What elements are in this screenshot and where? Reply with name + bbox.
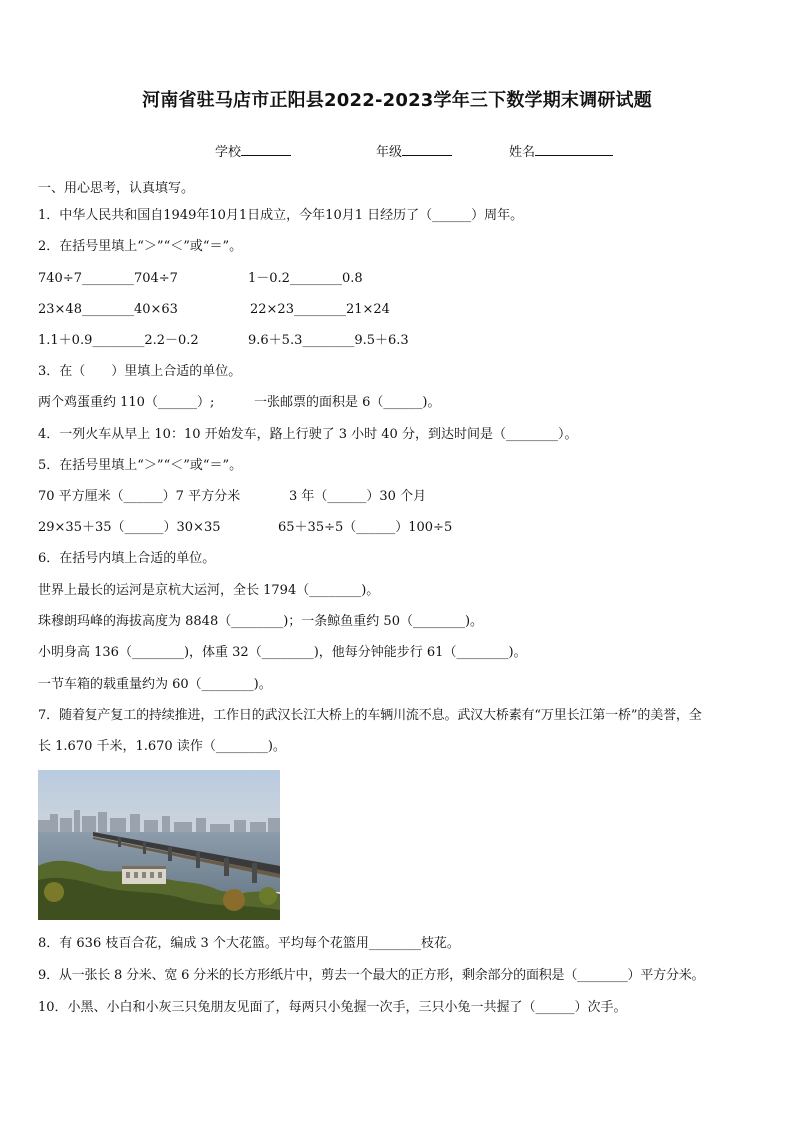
question-6-line-3: 小明身高 136（________)，体重 32（________)，他每分钟能步行 61（________)。 <box>38 645 527 660</box>
wuhan-bridge-photo <box>38 770 280 920</box>
question-7-line-1: 7．随着复产复工的持续推进，工作日的武汉长江大桥上的车辆川流不息。武汉大桥素有“万里长江第一桥”的美誉，全 <box>38 708 702 723</box>
grade-label: 年级 <box>376 145 403 160</box>
question-2: 2．在括号里填上“＞”“＜”或“＝”。 <box>38 239 243 254</box>
school-label: 学校 <box>215 145 242 160</box>
question-6-line-2: 珠穆朗玛峰的海拔高度为 8848（________)；一条鲸鱼重约 50（________)。 <box>38 614 484 629</box>
question-9: 9．从一张长 8 分米、宽 6 分米的长方形纸片中，剪去一个最大的正方形，剩余部分的面积是（________）平方分米。 <box>38 968 705 983</box>
q2-item-3: 23×48________40×63 <box>38 302 178 317</box>
question-6-line-4: 一节车箱的载重量约为 60（________)。 <box>38 677 272 692</box>
grade-field[interactable] <box>376 141 452 160</box>
section-1-heading: 一、用心思考，认真填写。 <box>38 181 195 196</box>
question-1: 1．中华人民共和国自1949年10月1日成立，今年10月1 日经历了（______）周年。 <box>38 208 524 223</box>
name-blank[interactable] <box>535 142 613 156</box>
question-3-row <box>38 395 441 411</box>
name-field[interactable] <box>509 141 613 160</box>
school-field[interactable] <box>215 141 291 160</box>
q2-item-6: 9.6＋5.3________9.5＋6.3 <box>248 333 409 348</box>
bridge-illustration <box>38 770 280 920</box>
q2-item-5: 1.1＋0.9________2.2－0.2 <box>38 333 199 348</box>
q5-item-1: 70 平方厘米（______）7 平方分米 <box>38 489 241 504</box>
grade-blank[interactable] <box>402 142 452 156</box>
q5-item-3: 29×35＋35（______）30×35 <box>38 520 221 535</box>
question-4: 4．一列火车从早上 10：10 开始发车，路上行驶了 3 小时 40 分，到达时间是（________）。 <box>38 427 578 442</box>
q5-item-4: 65＋35÷5（______）100÷5 <box>278 520 453 535</box>
question-2-row-3 <box>38 333 409 349</box>
question-6-line-1: 世界上最长的运河是京杭大运河，全长 1794（________)。 <box>38 583 380 598</box>
question-3: 3．在（ ）里填上合适的单位。 <box>38 364 242 379</box>
q2-item-2: 1－0.2________0.8 <box>248 271 363 286</box>
q3-item-2: 一张邮票的面积是 6（______)。 <box>254 395 441 410</box>
school-blank[interactable] <box>241 142 291 156</box>
question-7-line-2: 长 1.670 千米，1.670 读作（________)。 <box>38 739 286 754</box>
question-5: 5．在括号里填上“＞”“＜”或“＝”。 <box>38 458 243 473</box>
question-2-row-2 <box>38 302 390 318</box>
question-5-row-2 <box>38 520 453 536</box>
q3-item-1: 两个鸡蛋重约 110（______）; <box>38 395 215 410</box>
q5-item-2: 3 年（______）30 个月 <box>289 489 427 504</box>
question-6: 6．在括号内填上合适的单位。 <box>38 551 216 566</box>
question-8: 8．有 636 枝百合花，编成 3 个大花篮。平均每个花篮用________枝花。 <box>38 936 460 951</box>
page-title: 河南省驻马店市正阳县2022-2023学年三下数学期末调研试题 <box>142 90 652 111</box>
question-10: 10．小黑、小白和小灰三只兔朋友见面了，每两只小兔握一次手，三只小兔一共握了（______）次手。 <box>38 1000 627 1015</box>
q2-item-1: 740÷7________704÷7 <box>38 271 178 286</box>
question-5-row-1 <box>38 489 427 505</box>
name-label: 姓名 <box>509 145 536 160</box>
q2-item-4: 22×23________21×24 <box>250 302 390 317</box>
question-2-row-1 <box>38 271 363 287</box>
